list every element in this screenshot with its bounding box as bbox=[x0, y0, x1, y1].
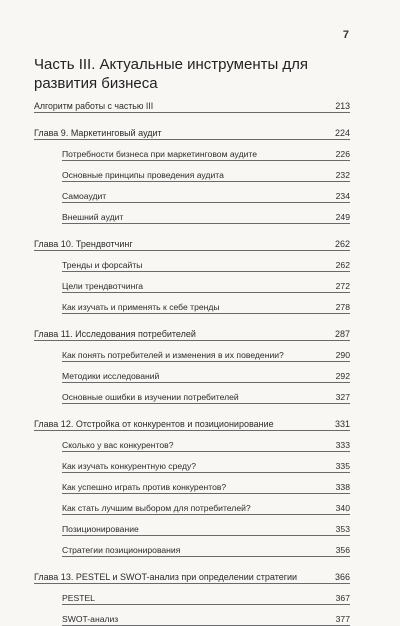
section-title: Как изучать и применять к себе тренды bbox=[62, 302, 220, 312]
chapter-title: Глава 12. Отстройка от конкурентов и позиционирование bbox=[34, 419, 274, 429]
section-page: 367 bbox=[335, 593, 350, 603]
section-title: Как успешно играть против конкурентов? bbox=[62, 482, 227, 492]
section-page: 278 bbox=[335, 302, 350, 312]
section-entry[interactable] bbox=[62, 190, 350, 203]
section-page: 333 bbox=[335, 440, 350, 450]
intro-entry-title: Алгоритм работы с частью III bbox=[34, 101, 154, 111]
section-title: Цели трендвотчинга bbox=[62, 281, 144, 291]
chapter-title: Глава 10. Трендвотчинг bbox=[34, 239, 133, 249]
section-title: Как стать лучшим выбором для потребителей? bbox=[62, 503, 251, 513]
section-title: Как понять потребителей и изменения в их поведении? bbox=[62, 350, 284, 360]
section-page: 262 bbox=[335, 260, 350, 270]
part-title: Часть III. Актуальные инструменты для развития бизнеса bbox=[34, 56, 309, 92]
chapter-entry[interactable] bbox=[34, 328, 350, 341]
table-of-contents bbox=[34, 100, 350, 626]
section-page: 356 bbox=[335, 545, 350, 555]
chapter-page: 331 bbox=[334, 419, 350, 429]
page-number: 7 bbox=[342, 29, 349, 41]
section-entry[interactable] bbox=[62, 349, 350, 362]
section-page: 272 bbox=[335, 281, 350, 291]
intro-entry-page: 213 bbox=[335, 101, 350, 111]
section-title: Самоаудит bbox=[62, 191, 107, 201]
section-entry[interactable] bbox=[62, 523, 350, 536]
chapter-page: 287 bbox=[334, 329, 350, 339]
section-page: 249 bbox=[335, 212, 350, 222]
chapter-entry[interactable] bbox=[34, 418, 350, 431]
section-entry[interactable] bbox=[62, 391, 350, 404]
section-page: 232 bbox=[335, 170, 350, 180]
chapter-page: 366 bbox=[334, 572, 350, 582]
section-entry[interactable] bbox=[62, 460, 350, 473]
section-entry[interactable] bbox=[62, 301, 350, 314]
section-entry[interactable] bbox=[62, 502, 350, 515]
section-title: Сколько у вас конкурентов? bbox=[62, 440, 174, 450]
section-title: Позиционирование bbox=[62, 524, 139, 534]
section-page: 340 bbox=[335, 503, 350, 513]
section-page: 327 bbox=[335, 392, 350, 402]
section-title: PESTEL bbox=[62, 593, 95, 603]
section-page: 290 bbox=[335, 350, 350, 360]
chapter-entry[interactable] bbox=[34, 127, 350, 140]
section-entry[interactable] bbox=[62, 613, 350, 626]
section-entry[interactable] bbox=[62, 280, 350, 293]
chapter-page: 262 bbox=[334, 239, 350, 249]
section-entry[interactable] bbox=[62, 169, 350, 182]
section-title: SWOT-анализ bbox=[62, 614, 119, 624]
intro-entry[interactable] bbox=[34, 100, 350, 113]
section-title: Тренды и форсайты bbox=[62, 260, 143, 270]
section-page: 338 bbox=[335, 482, 350, 492]
chapter-page: 224 bbox=[334, 128, 350, 138]
section-title: Основные ошибки в изучении потребителей bbox=[62, 392, 239, 402]
section-page: 335 bbox=[335, 461, 350, 471]
section-entry[interactable] bbox=[62, 439, 350, 452]
section-entry[interactable] bbox=[62, 592, 350, 605]
chapter-entry[interactable] bbox=[34, 571, 350, 584]
chapter-entry[interactable] bbox=[34, 238, 350, 251]
section-title: Как изучать конкурентную среду? bbox=[62, 461, 197, 471]
section-entry[interactable] bbox=[62, 259, 350, 272]
section-entry[interactable] bbox=[62, 544, 350, 557]
section-title: Потребности бизнеса при маркетинговом аудите bbox=[62, 149, 258, 159]
chapter-title: Глава 13. PESTEL и SWOT-анализ при определении стратегии bbox=[34, 572, 298, 582]
section-entry[interactable] bbox=[62, 211, 350, 224]
section-page: 226 bbox=[335, 149, 350, 159]
section-entry[interactable] bbox=[62, 148, 350, 161]
section-page: 234 bbox=[335, 191, 350, 201]
section-page: 353 bbox=[335, 524, 350, 534]
section-title: Основные принципы проведения аудита bbox=[62, 170, 224, 180]
chapter-title: Глава 9. Маркетинговый аудит bbox=[34, 128, 162, 138]
chapter-title: Глава 11. Исследования потребителей bbox=[34, 329, 196, 339]
section-page: 292 bbox=[335, 371, 350, 381]
section-page: 377 bbox=[335, 614, 350, 624]
section-entry[interactable] bbox=[62, 481, 350, 494]
section-entry[interactable] bbox=[62, 370, 350, 383]
section-title: Внешний аудит bbox=[62, 212, 124, 222]
section-title: Методики исследований bbox=[62, 371, 160, 381]
section-title: Стратегии позиционирования bbox=[62, 545, 181, 555]
